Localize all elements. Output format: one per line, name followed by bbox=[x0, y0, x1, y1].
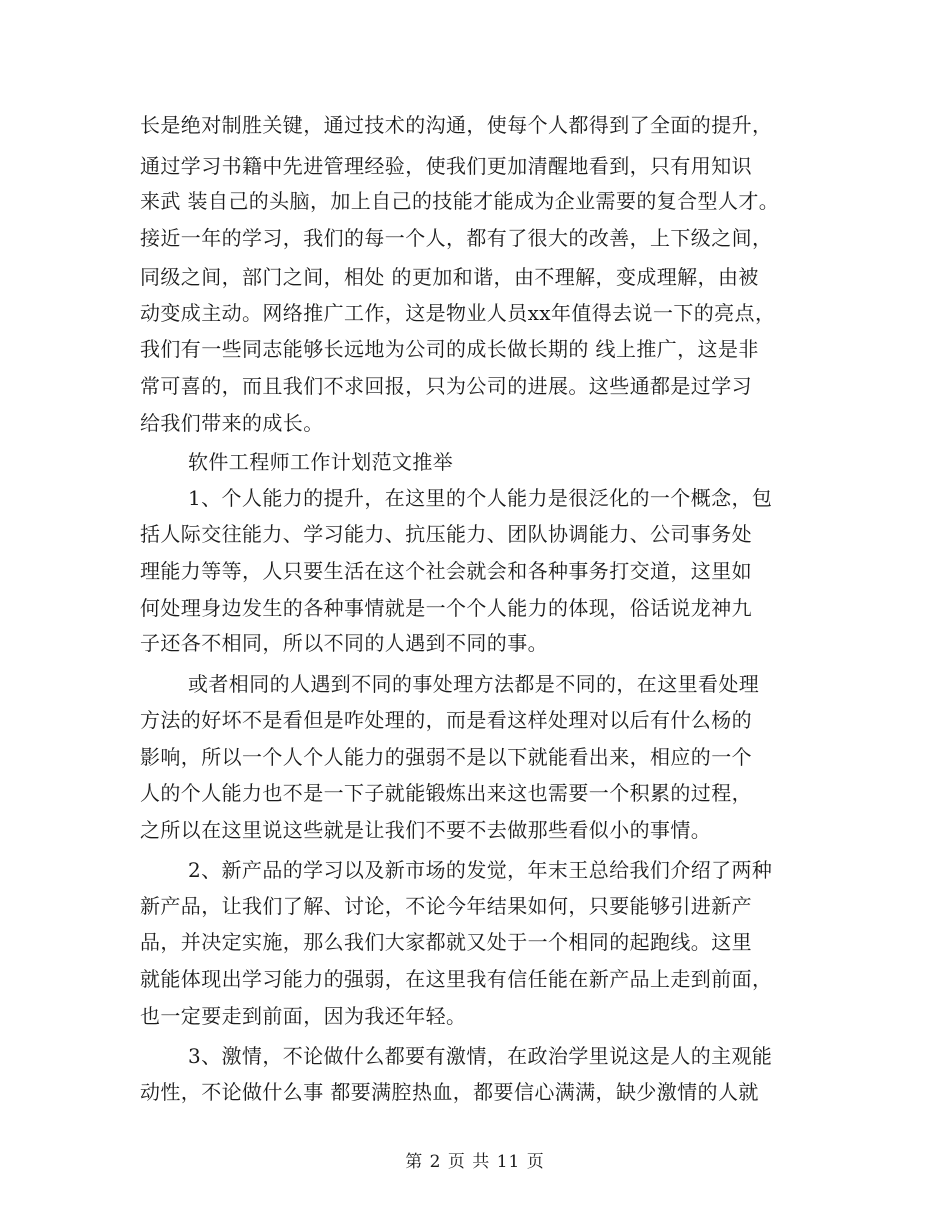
text-line: 何处理身边发生的各种事情就是一个个人能力的体现，俗话说龙神九 bbox=[140, 596, 752, 620]
text-line: 括人际交往能力、学习能力、抗压能力、团队协调能力、公司事务处 bbox=[140, 522, 752, 546]
text-line: 方法的好坏不是看但是咋处理的，而是看这样处理对以后有什么杨的 bbox=[140, 708, 752, 732]
text-line: 我们有一些同志能够长远地为公司的成长做长期的 线上推广，这是非 bbox=[140, 337, 759, 361]
text-line: 之所以在这里说这些就是让我们不要不去做那些看似小的事情。 bbox=[140, 818, 712, 842]
text-line: 1、个人能力的提升，在这里的个人能力是很泛化的一个概念，包 bbox=[188, 486, 773, 510]
text-line: 或者相同的人遇到不同的事处理方法都是不同的，在这里看处理 bbox=[188, 672, 760, 696]
text-line: 动性，不论做什么事 都要满腔热血，都要信心满满，缺少激情的人就 bbox=[140, 1080, 759, 1104]
text-line: 就能体现出学习能力的强弱，在这里我有信任能在新产品上走到前面， bbox=[140, 967, 773, 991]
text-line: 子还各不相同，所以不同的人遇到不同的事。 bbox=[140, 631, 548, 655]
text-line: 给我们带来的成长。 bbox=[140, 411, 324, 435]
text-line: 动变成主动。网络推广工作，这是物业人员xx年值得去说一下的亮点， bbox=[140, 301, 776, 325]
text-line: 品，并决定实施，那么我们大家都就又处于一个相同的起跑线。这里 bbox=[140, 930, 752, 954]
text-line: 理能力等等，人只要生活在这个社会就会和各种事务打交道，这里如 bbox=[140, 559, 752, 583]
text-line: 常可喜的，而且我们不求回报，只为公司的进展。这些通都是过学习 bbox=[140, 374, 752, 398]
text-line: 同级之间，部门之间，相处 的更加和谐，由不理解，变成理解，由被 bbox=[140, 265, 759, 289]
text-line: 人的个人能力也不是一下子就能锻炼出来这也需要一个积累的过程， bbox=[140, 781, 752, 805]
text-line: 2、新产品的学习以及新市场的发觉，年末王总给我们介绍了两种 bbox=[188, 858, 773, 882]
text-line: 也一定要走到前面，因为我还年轻。 bbox=[140, 1004, 467, 1028]
text-line: 来武 装自己的头脑，加上自己的技能才能成为企业需要的复合型人才。 bbox=[140, 189, 780, 213]
text-line: 长是绝对制胜关键，通过技术的沟通，使每个人都得到了全面的提升， bbox=[140, 113, 773, 137]
text-line: 通过学习书籍中先进管理经验，使我们更加清醒地看到，只有用知识 bbox=[140, 154, 752, 178]
section-heading: 软件工程师工作计划范文推举 bbox=[188, 450, 454, 474]
text-line: 影响，所以一个人个人能力的强弱不是以下就能看出来，相应的一个 bbox=[140, 745, 752, 769]
text-line: 接近一年的学习，我们的每一个人，都有了很大的改善，上下级之间， bbox=[140, 226, 773, 250]
text-line: 3、激情，不论做什么都要有激情，在政治学里说这是人的主观能 bbox=[188, 1044, 773, 1068]
text-line: 新产品，让我们了解、讨论，不论今年结果如何，只要能够引进新产 bbox=[140, 894, 752, 918]
page-number-footer: 第 2 页 共 11 页 bbox=[405, 1152, 545, 1172]
